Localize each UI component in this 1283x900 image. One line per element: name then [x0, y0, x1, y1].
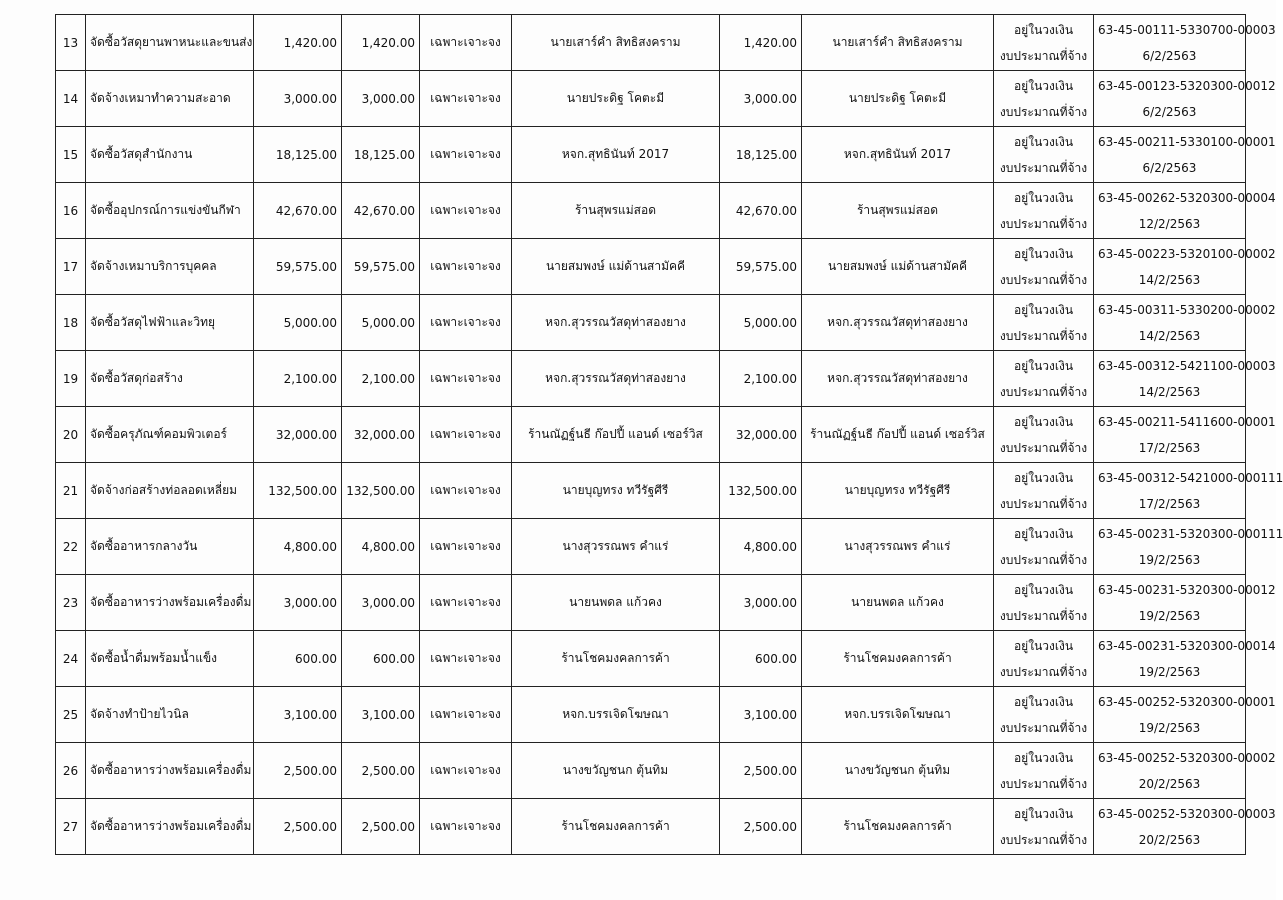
budget-amount: 42,670.00 — [254, 183, 342, 239]
bidder-name: นายเสาร์คำ สิทธิสงคราม — [512, 15, 720, 71]
offered-price: 42,670.00 — [720, 183, 802, 239]
procurement-method: เฉพาะเจาะจง — [420, 631, 512, 687]
bidder-name: หจก.สุวรรณวัสดุท่าสองยาง — [512, 295, 720, 351]
selection-reason — [994, 239, 1094, 295]
item-description: จัดจ้างเหมาบริการบุคคล — [86, 239, 254, 295]
procurement-table-body — [56, 15, 1283, 855]
item-description: จัดซื้ออาหารว่างพร้อมเครื่องดื่ม — [86, 799, 254, 855]
median-price: 2,500.00 — [342, 743, 420, 799]
selection-reason-line-1: อยู่ในวงเงิน — [1013, 134, 1074, 149]
offered-price: 600.00 — [720, 631, 802, 687]
table-row — [56, 295, 1246, 351]
contract-number: 63-45-00111-5330700-00003 — [1098, 22, 1276, 37]
table-row — [56, 127, 1246, 183]
median-price: 3,000.00 — [342, 71, 420, 127]
selection-reason-line-1: อยู่ในวงเงิน — [1013, 302, 1074, 317]
selection-reason — [994, 15, 1094, 71]
selection-reason-line-1: อยู่ในวงเงิน — [1013, 750, 1074, 765]
offered-price: 4,800.00 — [720, 519, 802, 575]
item-description: จัดจ้างก่อสร้างท่อลอดเหลี่ยม — [86, 463, 254, 519]
offered-price: 132,500.00 — [720, 463, 802, 519]
selected-vendor: ร้านโชคมงคลการค้า — [802, 631, 994, 687]
budget-amount: 4,800.00 — [254, 519, 342, 575]
procurement-method: เฉพาะเจาะจง — [420, 519, 512, 575]
median-price: 1,420.00 — [342, 15, 420, 71]
procurement-method: เฉพาะเจาะจง — [420, 799, 512, 855]
contract-number: 63-45-00231-5320300-00014 — [1098, 638, 1276, 653]
budget-amount: 3,100.00 — [254, 687, 342, 743]
contract-number: 63-45-00231-5320300-000111 — [1098, 526, 1283, 541]
selected-vendor: หจก.สุวรรณวัสดุท่าสองยาง — [802, 351, 994, 407]
bidder-name: นายสมพงษ์ แม่ด้านสามัคคี — [512, 239, 720, 295]
contract-reference — [1094, 239, 1276, 295]
budget-amount: 1,420.00 — [254, 15, 342, 71]
bidder-name: นางสุวรรณพร คำแร่ — [512, 519, 720, 575]
row-number: 22 — [56, 519, 86, 575]
median-price: 32,000.00 — [342, 407, 420, 463]
selection-reason-line-2: งบประมาณที่จ้าง — [999, 160, 1088, 175]
selection-reason — [994, 631, 1094, 687]
selection-reason-line-2: งบประมาณที่จ้าง — [999, 720, 1088, 735]
contract-number: 63-45-00262-5320300-00004 — [1098, 190, 1276, 205]
row-number: 27 — [56, 799, 86, 855]
median-price: 600.00 — [342, 631, 420, 687]
bidder-name: ร้านณัฏฐ์นธี ก๊อปปี้ แอนด์ เซอร์วิส — [512, 407, 720, 463]
selected-vendor: หจก.บรรเจิดโฆษณา — [802, 687, 994, 743]
item-description: จัดซื้ออุปกรณ์การแข่งขันกีฬา — [86, 183, 254, 239]
selected-vendor: หจก.สุทธินันท์ 2017 — [802, 127, 994, 183]
item-description: จัดซื้ออาหารกลางวัน — [86, 519, 254, 575]
selection-reason-line-2: งบประมาณที่จ้าง — [999, 496, 1088, 511]
selection-reason — [994, 463, 1094, 519]
procurement-method: เฉพาะเจาะจง — [420, 407, 512, 463]
contract-date: 20/2/2563 — [1138, 776, 1201, 791]
procurement-method: เฉพาะเจาะจง — [420, 351, 512, 407]
selection-reason-line-2: งบประมาณที่จ้าง — [999, 272, 1088, 287]
median-price: 2,100.00 — [342, 351, 420, 407]
median-price: 2,500.00 — [342, 799, 420, 855]
selection-reason — [994, 743, 1094, 799]
item-description: จัดซื้ออาหารว่างพร้อมเครื่องดื่ม — [86, 575, 254, 631]
selection-reason — [994, 519, 1094, 575]
row-number: 19 — [56, 351, 86, 407]
contract-reference — [1094, 631, 1276, 687]
selection-reason-line-1: อยู่ในวงเงิน — [1013, 22, 1074, 37]
contract-date: 17/2/2563 — [1138, 496, 1201, 511]
selected-vendor: นายประดิฐ โคตะมี — [802, 71, 994, 127]
selection-reason-line-1: อยู่ในวงเงิน — [1013, 526, 1074, 541]
contract-date: 20/2/2563 — [1138, 832, 1201, 847]
item-description: จัดซื้ออาหารว่างพร้อมเครื่องดื่ม — [86, 743, 254, 799]
contract-number: 63-45-00211-5411600-00001 — [1098, 414, 1276, 429]
procurement-method: เฉพาะเจาะจง — [420, 127, 512, 183]
contract-number: 63-45-00252-5320300-00001 — [1098, 694, 1276, 709]
table-row — [56, 239, 1246, 295]
selection-reason-line-1: อยู่ในวงเงิน — [1013, 694, 1074, 709]
contract-date: 6/2/2563 — [1142, 48, 1197, 63]
contract-reference — [1094, 71, 1276, 127]
bidder-name: ร้านสุพรแม่สอด — [512, 183, 720, 239]
contract-number: 63-45-00312-5421000-000111 — [1098, 470, 1283, 485]
offered-price: 1,420.00 — [720, 15, 802, 71]
selection-reason-line-2: งบประมาณที่จ้าง — [999, 608, 1088, 623]
bidder-name: ร้านโชคมงคลการค้า — [512, 799, 720, 855]
table-row — [56, 743, 1246, 799]
selection-reason-line-1: อยู่ในวงเงิน — [1013, 414, 1074, 429]
budget-amount: 3,000.00 — [254, 71, 342, 127]
contract-date: 6/2/2563 — [1142, 104, 1197, 119]
selected-vendor: นายเสาร์คำ สิทธิสงคราม — [802, 15, 994, 71]
contract-reference — [1094, 127, 1276, 183]
table-row — [56, 183, 1246, 239]
selection-reason-line-1: อยู่ในวงเงิน — [1013, 246, 1074, 261]
selected-vendor: นายบุญทรง ทวีรัฐศีรี — [802, 463, 994, 519]
budget-amount: 59,575.00 — [254, 239, 342, 295]
contract-number: 63-45-00211-5330100-00001 — [1098, 134, 1276, 149]
contract-date: 12/2/2563 — [1138, 216, 1201, 231]
selected-vendor: นายสมพงษ์ แม่ด้านสามัคคี — [802, 239, 994, 295]
table-row — [56, 631, 1246, 687]
procurement-table — [55, 14, 1283, 855]
bidder-name: หจก.สุวรรณวัสดุท่าสองยาง — [512, 351, 720, 407]
selection-reason-line-1: อยู่ในวงเงิน — [1013, 358, 1074, 373]
selection-reason-line-1: อยู่ในวงเงิน — [1013, 470, 1074, 485]
row-number: 20 — [56, 407, 86, 463]
row-number: 13 — [56, 15, 86, 71]
item-description: จัดจ้างทำป้ายไวนิล — [86, 687, 254, 743]
offered-price: 59,575.00 — [720, 239, 802, 295]
offered-price: 3,100.00 — [720, 687, 802, 743]
median-price: 132,500.00 — [342, 463, 420, 519]
contract-reference — [1094, 519, 1283, 575]
selected-vendor: ร้านสุพรแม่สอด — [802, 183, 994, 239]
offered-price: 2,100.00 — [720, 351, 802, 407]
selection-reason — [994, 407, 1094, 463]
item-description: จัดซื้อวัสดุสำนักงาน — [86, 127, 254, 183]
selection-reason-line-2: งบประมาณที่จ้าง — [999, 48, 1088, 63]
table-row — [56, 71, 1246, 127]
budget-amount: 18,125.00 — [254, 127, 342, 183]
contract-date: 19/2/2563 — [1138, 664, 1201, 679]
selection-reason — [994, 575, 1094, 631]
contract-number: 63-45-00252-5320300-00002 — [1098, 750, 1276, 765]
median-price: 42,670.00 — [342, 183, 420, 239]
contract-reference — [1094, 799, 1276, 855]
contract-date: 14/2/2563 — [1138, 272, 1201, 287]
procurement-method: เฉพาะเจาะจง — [420, 295, 512, 351]
table-row — [56, 407, 1246, 463]
contract-date: 14/2/2563 — [1138, 384, 1201, 399]
contract-reference — [1094, 463, 1283, 519]
row-number: 14 — [56, 71, 86, 127]
contract-reference — [1094, 183, 1276, 239]
selection-reason-line-2: งบประมาณที่จ้าง — [999, 440, 1088, 455]
row-number: 21 — [56, 463, 86, 519]
selection-reason-line-2: งบประมาณที่จ้าง — [999, 832, 1088, 847]
selection-reason-line-2: งบประมาณที่จ้าง — [999, 328, 1088, 343]
bidder-name: นางขวัญชนก ตุ้นทิม — [512, 743, 720, 799]
selected-vendor: หจก.สุวรรณวัสดุท่าสองยาง — [802, 295, 994, 351]
budget-amount: 600.00 — [254, 631, 342, 687]
median-price: 4,800.00 — [342, 519, 420, 575]
selected-vendor: ร้านณัฏฐ์นธี ก๊อปปี้ แอนด์ เซอร์วิส — [802, 407, 994, 463]
contract-reference — [1094, 15, 1276, 71]
offered-price: 5,000.00 — [720, 295, 802, 351]
table-row — [56, 463, 1246, 519]
bidder-name: นายนพดล แก้วคง — [512, 575, 720, 631]
bidder-name: หจก.บรรเจิดโฆษณา — [512, 687, 720, 743]
contract-number: 63-45-00312-5421100-00003 — [1098, 358, 1276, 373]
procurement-method: เฉพาะเจาะจง — [420, 687, 512, 743]
selection-reason-line-1: อยู่ในวงเงิน — [1013, 638, 1074, 653]
median-price: 59,575.00 — [342, 239, 420, 295]
selection-reason-line-2: งบประมาณที่จ้าง — [999, 776, 1088, 791]
table-row — [56, 351, 1246, 407]
selection-reason — [994, 71, 1094, 127]
selection-reason-line-1: อยู่ในวงเงิน — [1013, 190, 1074, 205]
median-price: 5,000.00 — [342, 295, 420, 351]
row-number: 18 — [56, 295, 86, 351]
contract-number: 63-45-00252-5320300-00003 — [1098, 806, 1276, 821]
row-number: 24 — [56, 631, 86, 687]
row-number: 26 — [56, 743, 86, 799]
procurement-method: เฉพาะเจาะจง — [420, 575, 512, 631]
selected-vendor: นางขวัญชนก ตุ้นทิม — [802, 743, 994, 799]
row-number: 25 — [56, 687, 86, 743]
budget-amount: 2,500.00 — [254, 799, 342, 855]
offered-price: 3,000.00 — [720, 71, 802, 127]
offered-price: 2,500.00 — [720, 799, 802, 855]
contract-number: 63-45-00231-5320300-00012 — [1098, 582, 1276, 597]
offered-price: 32,000.00 — [720, 407, 802, 463]
item-description: จัดซื้อวัสดุก่อสร้าง — [86, 351, 254, 407]
contract-number: 63-45-00223-5320100-00002 — [1098, 246, 1276, 261]
bidder-name: นายประดิฐ โคตะมี — [512, 71, 720, 127]
contract-number: 63-45-00123-5320300-00012 — [1098, 78, 1276, 93]
procurement-method: เฉพาะเจาะจง — [420, 71, 512, 127]
budget-amount: 2,100.00 — [254, 351, 342, 407]
selection-reason-line-2: งบประมาณที่จ้าง — [999, 104, 1088, 119]
procurement-method: เฉพาะเจาะจง — [420, 239, 512, 295]
item-description: จัดซื้อน้ำดื่มพร้อมน้ำแข็ง — [86, 631, 254, 687]
row-number: 23 — [56, 575, 86, 631]
contract-reference — [1094, 351, 1276, 407]
procurement-method: เฉพาะเจาะจง — [420, 743, 512, 799]
budget-amount: 132,500.00 — [254, 463, 342, 519]
selected-vendor: นางสุวรรณพร คำแร่ — [802, 519, 994, 575]
row-number: 16 — [56, 183, 86, 239]
item-description: จัดซื้อวัสดุยานพาหนะและขนส่ง — [86, 15, 254, 71]
contract-date: 14/2/2563 — [1138, 328, 1201, 343]
contract-date: 19/2/2563 — [1138, 720, 1201, 735]
procurement-method: เฉพาะเจาะจง — [420, 15, 512, 71]
table-row — [56, 687, 1246, 743]
selection-reason — [994, 799, 1094, 855]
table-row — [56, 799, 1246, 855]
contract-reference — [1094, 407, 1276, 463]
contract-date: 19/2/2563 — [1138, 552, 1201, 567]
contract-date: 19/2/2563 — [1138, 608, 1201, 623]
selection-reason-line-1: อยู่ในวงเงิน — [1013, 78, 1074, 93]
contract-date: 17/2/2563 — [1138, 440, 1201, 455]
median-price: 18,125.00 — [342, 127, 420, 183]
offered-price: 18,125.00 — [720, 127, 802, 183]
offered-price: 3,000.00 — [720, 575, 802, 631]
procurement-method: เฉพาะเจาะจง — [420, 463, 512, 519]
contract-reference — [1094, 687, 1276, 743]
table-row — [56, 519, 1246, 575]
row-number: 15 — [56, 127, 86, 183]
offered-price: 2,500.00 — [720, 743, 802, 799]
selection-reason — [994, 295, 1094, 351]
selection-reason-line-2: งบประมาณที่จ้าง — [999, 216, 1088, 231]
item-description: จัดซื้อวัสดุไฟฟ้าและวิทยุ — [86, 295, 254, 351]
item-description: จัดซื้อครุภัณฑ์คอมพิวเตอร์ — [86, 407, 254, 463]
selection-reason — [994, 183, 1094, 239]
table-row — [56, 575, 1246, 631]
contract-reference — [1094, 295, 1276, 351]
selected-vendor: นายนพดล แก้วคง — [802, 575, 994, 631]
contract-number: 63-45-00311-5330200-00002 — [1098, 302, 1276, 317]
median-price: 3,000.00 — [342, 575, 420, 631]
budget-amount: 2,500.00 — [254, 743, 342, 799]
budget-amount: 5,000.00 — [254, 295, 342, 351]
selection-reason-line-1: อยู่ในวงเงิน — [1013, 582, 1074, 597]
selection-reason-line-2: งบประมาณที่จ้าง — [999, 552, 1088, 567]
table-row — [56, 15, 1246, 71]
contract-reference — [1094, 575, 1276, 631]
median-price: 3,100.00 — [342, 687, 420, 743]
row-number: 17 — [56, 239, 86, 295]
contract-reference — [1094, 743, 1276, 799]
selected-vendor: ร้านโชคมงคลการค้า — [802, 799, 994, 855]
bidder-name: นายบุญทรง ทวีรัฐศีรี — [512, 463, 720, 519]
budget-amount: 3,000.00 — [254, 575, 342, 631]
selection-reason — [994, 127, 1094, 183]
bidder-name: หจก.สุทธินันท์ 2017 — [512, 127, 720, 183]
selection-reason-line-1: อยู่ในวงเงิน — [1013, 806, 1074, 821]
procurement-method: เฉพาะเจาะจง — [420, 183, 512, 239]
selection-reason — [994, 351, 1094, 407]
item-description: จัดจ้างเหมาทำความสะอาด — [86, 71, 254, 127]
selection-reason-line-2: งบประมาณที่จ้าง — [999, 664, 1088, 679]
contract-date: 6/2/2563 — [1142, 160, 1197, 175]
bidder-name: ร้านโชคมงคลการค้า — [512, 631, 720, 687]
budget-amount: 32,000.00 — [254, 407, 342, 463]
selection-reason-line-2: งบประมาณที่จ้าง — [999, 384, 1088, 399]
selection-reason — [994, 687, 1094, 743]
